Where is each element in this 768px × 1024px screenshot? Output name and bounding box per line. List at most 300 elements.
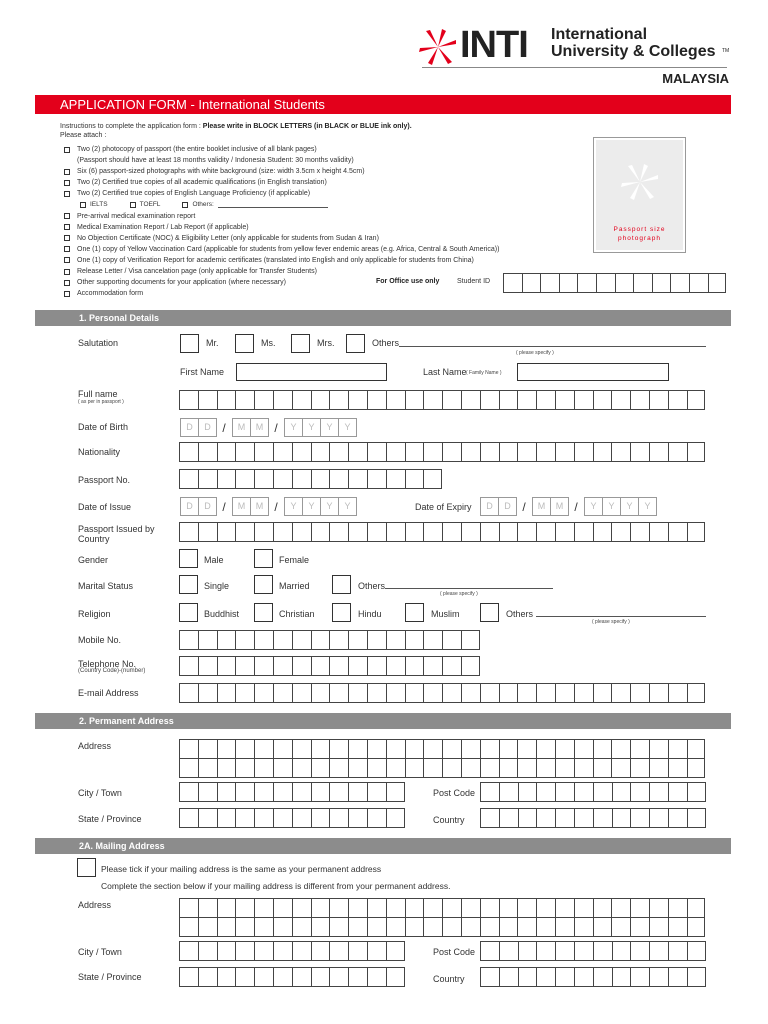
- input-cell[interactable]: [311, 656, 330, 676]
- input-cell[interactable]: [687, 917, 706, 937]
- input-cell[interactable]: [593, 917, 612, 937]
- input-cell[interactable]: [555, 917, 574, 937]
- date-cell-y[interactable]: Y: [302, 418, 321, 437]
- input-cell[interactable]: [689, 273, 708, 293]
- input-cell[interactable]: [254, 442, 273, 462]
- input-cell[interactable]: [292, 656, 311, 676]
- input-cell[interactable]: [348, 630, 367, 650]
- input-cell[interactable]: [593, 522, 612, 542]
- input-cell[interactable]: [461, 898, 480, 918]
- input-cell[interactable]: [593, 390, 612, 410]
- full-name-cells[interactable]: [179, 390, 705, 410]
- input-cell[interactable]: [367, 630, 386, 650]
- input-cell[interactable]: [217, 656, 236, 676]
- others-salutation-checkbox[interactable]: [346, 334, 365, 353]
- photo-box[interactable]: [593, 137, 686, 253]
- input-cell[interactable]: [593, 967, 612, 987]
- date-cell-m[interactable]: M: [250, 418, 269, 437]
- input-cell[interactable]: [630, 758, 649, 778]
- input-cell[interactable]: [254, 522, 273, 542]
- input-cell[interactable]: [273, 739, 292, 759]
- input-cell[interactable]: [536, 758, 555, 778]
- input-cell[interactable]: [442, 390, 461, 410]
- input-cell[interactable]: [611, 390, 630, 410]
- input-cell[interactable]: [633, 273, 652, 293]
- input-cell[interactable]: [235, 390, 254, 410]
- input-cell[interactable]: [198, 917, 217, 937]
- input-cell[interactable]: [217, 390, 236, 410]
- date-cell-m[interactable]: M: [232, 418, 251, 437]
- input-cell[interactable]: [687, 758, 706, 778]
- perm-address-cells-2[interactable]: [179, 758, 705, 778]
- input-cell[interactable]: [668, 967, 687, 987]
- input-cell[interactable]: [630, 522, 649, 542]
- date-cell-d[interactable]: D: [180, 418, 199, 437]
- input-cell[interactable]: [611, 442, 630, 462]
- input-cell[interactable]: [254, 758, 273, 778]
- input-cell[interactable]: [536, 390, 555, 410]
- input-cell[interactable]: [367, 390, 386, 410]
- input-cell[interactable]: [311, 967, 330, 987]
- mail-address-cells-1[interactable]: [179, 898, 705, 918]
- input-cell[interactable]: [480, 898, 499, 918]
- input-cell[interactable]: [555, 782, 574, 802]
- input-cell[interactable]: [311, 390, 330, 410]
- input-cell[interactable]: [461, 442, 480, 462]
- input-cell[interactable]: [235, 522, 254, 542]
- input-cell[interactable]: [405, 656, 424, 676]
- single-checkbox[interactable]: [179, 575, 198, 594]
- input-cell[interactable]: [536, 739, 555, 759]
- input-cell[interactable]: [517, 522, 536, 542]
- input-cell[interactable]: [367, 967, 386, 987]
- input-cell[interactable]: [480, 782, 499, 802]
- input-cell[interactable]: [574, 967, 593, 987]
- input-cell[interactable]: [273, 469, 292, 489]
- input-cell[interactable]: [499, 442, 518, 462]
- input-cell[interactable]: [423, 469, 442, 489]
- input-cell[interactable]: [405, 469, 424, 489]
- dob-field[interactable]: [180, 418, 356, 437]
- input-cell[interactable]: [555, 522, 574, 542]
- input-cell[interactable]: [367, 683, 386, 703]
- input-cell[interactable]: [480, 683, 499, 703]
- input-cell[interactable]: [652, 273, 671, 293]
- input-cell[interactable]: [235, 739, 254, 759]
- input-cell[interactable]: [273, 917, 292, 937]
- student-id-cells[interactable]: [503, 273, 726, 293]
- input-cell[interactable]: [555, 808, 574, 828]
- input-cell[interactable]: [574, 522, 593, 542]
- input-cell[interactable]: [217, 782, 236, 802]
- input-cell[interactable]: [292, 630, 311, 650]
- input-cell[interactable]: [273, 442, 292, 462]
- input-cell[interactable]: [611, 683, 630, 703]
- input-cell[interactable]: [405, 758, 424, 778]
- input-cell[interactable]: [386, 469, 405, 489]
- input-cell[interactable]: [630, 917, 649, 937]
- input-cell[interactable]: [668, 739, 687, 759]
- input-cell[interactable]: [254, 469, 273, 489]
- input-cell[interactable]: [687, 739, 706, 759]
- input-cell[interactable]: [574, 941, 593, 961]
- toefl-checkbox[interactable]: [130, 202, 136, 208]
- input-cell[interactable]: [480, 442, 499, 462]
- input-cell[interactable]: [670, 273, 689, 293]
- input-cell[interactable]: [235, 683, 254, 703]
- input-cell[interactable]: [461, 917, 480, 937]
- input-cell[interactable]: [517, 758, 536, 778]
- input-cell[interactable]: [235, 758, 254, 778]
- input-cell[interactable]: [649, 683, 668, 703]
- marital-others-checkbox[interactable]: [332, 575, 351, 594]
- input-cell[interactable]: [405, 630, 424, 650]
- mail-address-cells-2[interactable]: [179, 917, 705, 937]
- date-cell-y[interactable]: Y: [320, 497, 339, 516]
- input-cell[interactable]: [574, 390, 593, 410]
- input-cell[interactable]: [611, 898, 630, 918]
- input-cell[interactable]: [668, 758, 687, 778]
- date-cell-y[interactable]: Y: [338, 418, 357, 437]
- input-cell[interactable]: [555, 739, 574, 759]
- input-cell[interactable]: [348, 390, 367, 410]
- input-cell[interactable]: [198, 469, 217, 489]
- input-cell[interactable]: [668, 522, 687, 542]
- input-cell[interactable]: [517, 917, 536, 937]
- input-cell[interactable]: [593, 808, 612, 828]
- date-cell-m[interactable]: M: [250, 497, 269, 516]
- input-cell[interactable]: [198, 442, 217, 462]
- input-cell[interactable]: [499, 739, 518, 759]
- input-cell[interactable]: [254, 941, 273, 961]
- date-cell-y[interactable]: Y: [320, 418, 339, 437]
- input-cell[interactable]: [273, 782, 292, 802]
- input-cell[interactable]: [386, 683, 405, 703]
- input-cell[interactable]: [292, 967, 311, 987]
- input-cell[interactable]: [292, 782, 311, 802]
- others-salutation-line[interactable]: [399, 346, 706, 347]
- input-cell[interactable]: [461, 656, 480, 676]
- input-cell[interactable]: [386, 630, 405, 650]
- input-cell[interactable]: [179, 656, 198, 676]
- mail-city-cells[interactable]: [179, 941, 405, 961]
- input-cell[interactable]: [668, 941, 687, 961]
- checklist-checkbox[interactable]: [64, 213, 70, 219]
- input-cell[interactable]: [254, 390, 273, 410]
- input-cell[interactable]: [517, 739, 536, 759]
- input-cell[interactable]: [273, 630, 292, 650]
- input-cell[interactable]: [329, 739, 348, 759]
- input-cell[interactable]: [442, 739, 461, 759]
- input-cell[interactable]: [536, 967, 555, 987]
- input-cell[interactable]: [574, 782, 593, 802]
- input-cell[interactable]: [649, 758, 668, 778]
- input-cell[interactable]: [611, 739, 630, 759]
- input-cell[interactable]: [179, 683, 198, 703]
- input-cell[interactable]: [311, 898, 330, 918]
- input-cell[interactable]: [329, 758, 348, 778]
- input-cell[interactable]: [348, 469, 367, 489]
- input-cell[interactable]: [198, 522, 217, 542]
- input-cell[interactable]: [536, 442, 555, 462]
- input-cell[interactable]: [273, 808, 292, 828]
- input-cell[interactable]: [480, 522, 499, 542]
- input-cell[interactable]: [461, 390, 480, 410]
- ielts-checkbox[interactable]: [80, 202, 86, 208]
- input-cell[interactable]: [311, 469, 330, 489]
- input-cell[interactable]: [593, 739, 612, 759]
- input-cell[interactable]: [367, 522, 386, 542]
- date-cell-y[interactable]: Y: [584, 497, 603, 516]
- input-cell[interactable]: [292, 898, 311, 918]
- input-cell[interactable]: [405, 390, 424, 410]
- buddhist-checkbox[interactable]: [179, 603, 198, 622]
- input-cell[interactable]: [423, 390, 442, 410]
- input-cell[interactable]: [273, 967, 292, 987]
- married-checkbox[interactable]: [254, 575, 273, 594]
- input-cell[interactable]: [612, 941, 631, 961]
- nationality-cells[interactable]: [179, 442, 705, 462]
- date-cell-y[interactable]: Y: [338, 497, 357, 516]
- input-cell[interactable]: [687, 442, 706, 462]
- input-cell[interactable]: [311, 442, 330, 462]
- date-cell-y[interactable]: Y: [302, 497, 321, 516]
- input-cell[interactable]: [254, 630, 273, 650]
- input-cell[interactable]: [273, 758, 292, 778]
- input-cell[interactable]: [540, 273, 559, 293]
- input-cell[interactable]: [593, 442, 612, 462]
- input-cell[interactable]: [386, 808, 405, 828]
- input-cell[interactable]: [687, 898, 706, 918]
- mail-postcode-cells[interactable]: [480, 941, 706, 961]
- input-cell[interactable]: [668, 808, 687, 828]
- input-cell[interactable]: [442, 917, 461, 937]
- hindu-checkbox[interactable]: [332, 603, 351, 622]
- input-cell[interactable]: [499, 917, 518, 937]
- marital-others-line[interactable]: [385, 588, 553, 589]
- input-cell[interactable]: [405, 442, 424, 462]
- input-cell[interactable]: [217, 758, 236, 778]
- input-cell[interactable]: [198, 967, 217, 987]
- checklist-checkbox[interactable]: [64, 169, 70, 175]
- input-cell[interactable]: [480, 758, 499, 778]
- input-cell[interactable]: [499, 758, 518, 778]
- input-cell[interactable]: [367, 808, 386, 828]
- input-cell[interactable]: [348, 967, 367, 987]
- input-cell[interactable]: [292, 683, 311, 703]
- input-cell[interactable]: [480, 941, 499, 961]
- input-cell[interactable]: [329, 656, 348, 676]
- same-address-checkbox[interactable]: [77, 858, 96, 877]
- input-cell[interactable]: [367, 758, 386, 778]
- input-cell[interactable]: [179, 898, 198, 918]
- input-cell[interactable]: [179, 967, 198, 987]
- input-cell[interactable]: [386, 656, 405, 676]
- telephone-cells[interactable]: [179, 656, 480, 676]
- input-cell[interactable]: [668, 390, 687, 410]
- input-cell[interactable]: [442, 442, 461, 462]
- input-cell[interactable]: [649, 898, 668, 918]
- date-cell-d[interactable]: D: [180, 497, 199, 516]
- checklist-checkbox[interactable]: [64, 191, 70, 197]
- input-cell[interactable]: [517, 442, 536, 462]
- input-cell[interactable]: [649, 782, 668, 802]
- input-cell[interactable]: [405, 739, 424, 759]
- female-checkbox[interactable]: [254, 549, 273, 568]
- input-cell[interactable]: [254, 782, 273, 802]
- input-cell[interactable]: [499, 390, 518, 410]
- input-cell[interactable]: [423, 758, 442, 778]
- input-cell[interactable]: [217, 808, 236, 828]
- input-cell[interactable]: [499, 522, 518, 542]
- input-cell[interactable]: [348, 917, 367, 937]
- input-cell[interactable]: [292, 469, 311, 489]
- input-cell[interactable]: [235, 917, 254, 937]
- input-cell[interactable]: [480, 808, 499, 828]
- input-cell[interactable]: [348, 522, 367, 542]
- date-cell-m[interactable]: M: [232, 497, 251, 516]
- date-of-issue-field[interactable]: [180, 497, 356, 516]
- input-cell[interactable]: [198, 758, 217, 778]
- input-cell[interactable]: [423, 656, 442, 676]
- first-name-field[interactable]: [236, 363, 387, 381]
- input-cell[interactable]: [198, 390, 217, 410]
- input-cell[interactable]: [649, 967, 668, 987]
- mail-state-cells[interactable]: [179, 967, 405, 987]
- input-cell[interactable]: [179, 442, 198, 462]
- input-cell[interactable]: [518, 808, 537, 828]
- input-cell[interactable]: [559, 273, 578, 293]
- input-cell[interactable]: [348, 683, 367, 703]
- input-cell[interactable]: [574, 442, 593, 462]
- input-cell[interactable]: [442, 656, 461, 676]
- input-cell[interactable]: [536, 782, 555, 802]
- input-cell[interactable]: [461, 758, 480, 778]
- input-cell[interactable]: [273, 656, 292, 676]
- input-cell[interactable]: [630, 390, 649, 410]
- input-cell[interactable]: [235, 630, 254, 650]
- input-cell[interactable]: [273, 390, 292, 410]
- input-cell[interactable]: [217, 739, 236, 759]
- input-cell[interactable]: [649, 941, 668, 961]
- input-cell[interactable]: [668, 683, 687, 703]
- input-cell[interactable]: [367, 898, 386, 918]
- input-cell[interactable]: [555, 442, 574, 462]
- input-cell[interactable]: [198, 630, 217, 650]
- input-cell[interactable]: [311, 917, 330, 937]
- input-cell[interactable]: [593, 758, 612, 778]
- input-cell[interactable]: [292, 442, 311, 462]
- input-cell[interactable]: [499, 941, 518, 961]
- input-cell[interactable]: [254, 898, 273, 918]
- input-cell[interactable]: [593, 782, 612, 802]
- input-cell[interactable]: [480, 739, 499, 759]
- input-cell[interactable]: [423, 683, 442, 703]
- input-cell[interactable]: [292, 758, 311, 778]
- mail-country-cells[interactable]: [480, 967, 706, 987]
- checklist-checkbox[interactable]: [64, 269, 70, 275]
- input-cell[interactable]: [611, 917, 630, 937]
- input-cell[interactable]: [612, 808, 631, 828]
- input-cell[interactable]: [555, 941, 574, 961]
- date-cell-d[interactable]: D: [198, 418, 217, 437]
- input-cell[interactable]: [442, 898, 461, 918]
- input-cell[interactable]: [292, 941, 311, 961]
- input-cell[interactable]: [217, 522, 236, 542]
- input-cell[interactable]: [593, 941, 612, 961]
- checklist-checkbox[interactable]: [64, 147, 70, 153]
- input-cell[interactable]: [348, 808, 367, 828]
- input-cell[interactable]: [217, 941, 236, 961]
- input-cell[interactable]: [517, 898, 536, 918]
- input-cell[interactable]: [518, 941, 537, 961]
- input-cell[interactable]: [329, 898, 348, 918]
- input-cell[interactable]: [348, 656, 367, 676]
- input-cell[interactable]: [461, 683, 480, 703]
- input-cell[interactable]: [536, 898, 555, 918]
- input-cell[interactable]: [235, 967, 254, 987]
- input-cell[interactable]: [708, 273, 727, 293]
- input-cell[interactable]: [480, 967, 499, 987]
- input-cell[interactable]: [574, 683, 593, 703]
- input-cell[interactable]: [649, 390, 668, 410]
- input-cell[interactable]: [386, 898, 405, 918]
- input-cell[interactable]: [574, 898, 593, 918]
- input-cell[interactable]: [555, 683, 574, 703]
- input-cell[interactable]: [649, 522, 668, 542]
- input-cell[interactable]: [555, 967, 574, 987]
- input-cell[interactable]: [480, 390, 499, 410]
- input-cell[interactable]: [311, 758, 330, 778]
- input-cell[interactable]: [517, 683, 536, 703]
- input-cell[interactable]: [461, 630, 480, 650]
- input-cell[interactable]: [198, 941, 217, 961]
- input-cell[interactable]: [574, 917, 593, 937]
- input-cell[interactable]: [179, 782, 198, 802]
- input-cell[interactable]: [593, 898, 612, 918]
- date-cell-y[interactable]: Y: [284, 497, 303, 516]
- input-cell[interactable]: [311, 522, 330, 542]
- input-cell[interactable]: [179, 469, 198, 489]
- input-cell[interactable]: [555, 390, 574, 410]
- passport-issued-cells[interactable]: [179, 522, 705, 542]
- input-cell[interactable]: [329, 442, 348, 462]
- input-cell[interactable]: [442, 683, 461, 703]
- input-cell[interactable]: [555, 898, 574, 918]
- input-cell[interactable]: [329, 808, 348, 828]
- input-cell[interactable]: [311, 941, 330, 961]
- input-cell[interactable]: [687, 941, 706, 961]
- ms-checkbox[interactable]: [235, 334, 254, 353]
- date-cell-y[interactable]: Y: [638, 497, 657, 516]
- last-name-field[interactable]: [517, 363, 669, 381]
- input-cell[interactable]: [555, 758, 574, 778]
- input-cell[interactable]: [518, 782, 537, 802]
- date-cell-y[interactable]: Y: [602, 497, 621, 516]
- mr-checkbox[interactable]: [180, 334, 199, 353]
- input-cell[interactable]: [348, 739, 367, 759]
- input-cell[interactable]: [442, 522, 461, 542]
- input-cell[interactable]: [273, 898, 292, 918]
- input-cell[interactable]: [668, 782, 687, 802]
- date-cell-m[interactable]: M: [532, 497, 551, 516]
- input-cell[interactable]: [536, 917, 555, 937]
- input-cell[interactable]: [536, 941, 555, 961]
- male-checkbox[interactable]: [179, 549, 198, 568]
- perm-postcode-cells[interactable]: [480, 782, 706, 802]
- input-cell[interactable]: [522, 273, 541, 293]
- mrs-checkbox[interactable]: [291, 334, 310, 353]
